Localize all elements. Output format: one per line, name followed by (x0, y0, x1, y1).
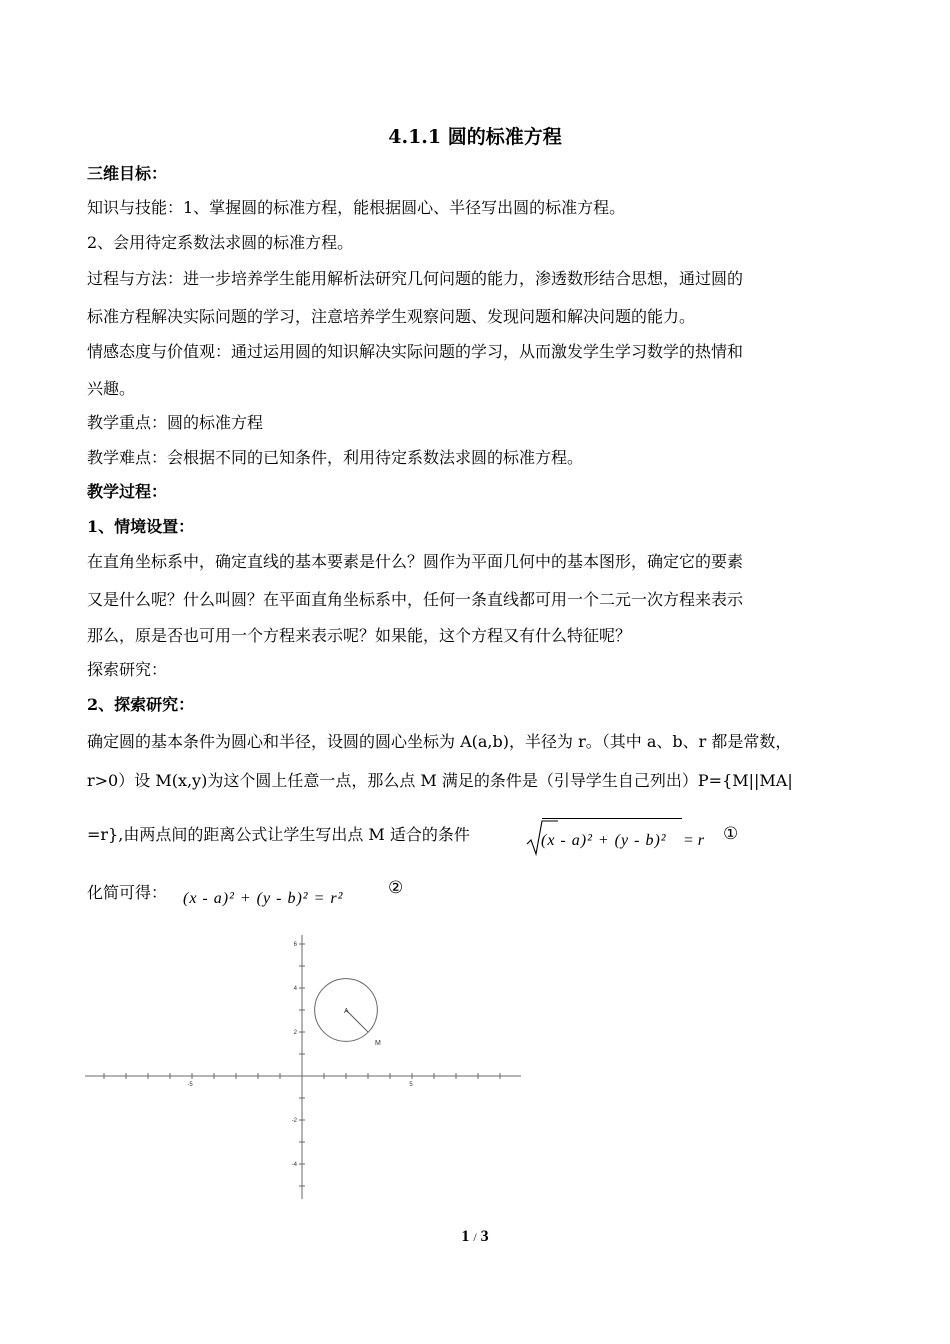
paragraph-line: 知识与技能：1、掌握圆的标准方程，能根据圆心、半径写出圆的标准方程。 (87, 198, 626, 217)
radius-rhs: = r (683, 832, 705, 849)
y-tick-label: -4 (291, 1162, 297, 1168)
y-tick-label: 4 (293, 986, 297, 992)
section-heading-explore: 2、探索研究： (87, 695, 195, 714)
y-tick-label: -2 (291, 1118, 297, 1124)
page-separator: / (473, 1230, 477, 1244)
page-title: 4.1.1 圆的标准方程 (388, 126, 562, 148)
radicand: (x - a)² + (y - b)² (541, 832, 667, 849)
distance-formula (525, 818, 755, 858)
paragraph-line: 探索研究： (87, 660, 168, 679)
point-a-label: A (344, 1008, 349, 1015)
paragraph-line: 教学难点：会根据不同的已知条件，利用待定系数法求圆的标准方程。 (87, 448, 584, 467)
paragraph-line: 过程与方法：进一步培养学生能用解析法研究几何问题的能力，渗透数形结合思想，通过圆的 (87, 269, 744, 288)
x-tick-label: 5 (409, 1082, 413, 1088)
paragraph-line: 确定圆的基本条件为圆心和半径，设圆的圆心坐标为 A(a,b)，半径为 r。（其中 a、b、r 都是常数， (87, 732, 792, 751)
paragraph-line: 2、会用待定系数法求圆的标准方程。 (87, 233, 354, 252)
paragraph-line: 标准方程解决实际问题的学习，注意培养学生观察问题、发现问题和解决问题的能力。 (87, 307, 696, 326)
section-heading-objectives: 三维目标： (87, 164, 168, 183)
y-tick-label: 6 (293, 942, 297, 948)
paragraph-line: 化简可得： (87, 883, 168, 902)
paragraph-line: 情感态度与价值观：通过运用圆的知识解决实际问题的学习，从而激发学生学习数学的热情和 (87, 342, 744, 361)
coordinate-graph (85, 935, 525, 1205)
current-page: 1 (461, 1228, 470, 1245)
point-m-label: M (375, 1040, 381, 1047)
section-heading-situation: 1、情境设置： (87, 517, 195, 536)
paragraph-line: 兴趣。 (87, 379, 136, 398)
page-number (0, 1228, 950, 1246)
paragraph-line: 又是什么呢？什么叫圆？在平面直角坐标系中，任何一条直线都可用一个二元一次方程来表示 (87, 590, 744, 609)
equation-marker-1: ① (723, 824, 739, 844)
radius-segment (346, 1010, 368, 1032)
standard-equation: (x - a)² + (y - b)² = r² (183, 890, 344, 907)
paragraph-line: 在直角坐标系中，确定直线的基本要素是什么？圆作为平面几何中的基本图形，确定它的要素 (87, 552, 744, 571)
paragraph-line: r>0）设 M(x,y)为这个圆上任意一点，那么点 M 满足的条件是（引导学生自己列出）P={M||MA| (87, 771, 793, 790)
paragraph-line: =r},由两点间的距离公式让学生写出点 M 适合的条件 (87, 825, 470, 844)
paragraph-line: 教学重点：圆的标准方程 (87, 413, 264, 432)
paragraph-line: 那么，原是否也可用一个方程来表示呢？如果能，这个方程又有什么特征呢？ (87, 626, 632, 645)
y-tick-label: 2 (293, 1030, 297, 1036)
x-tick-label: -5 (187, 1082, 193, 1088)
equation-marker-2: ② (388, 878, 404, 898)
total-pages: 3 (480, 1228, 489, 1245)
section-heading-process: 教学过程： (87, 482, 168, 501)
